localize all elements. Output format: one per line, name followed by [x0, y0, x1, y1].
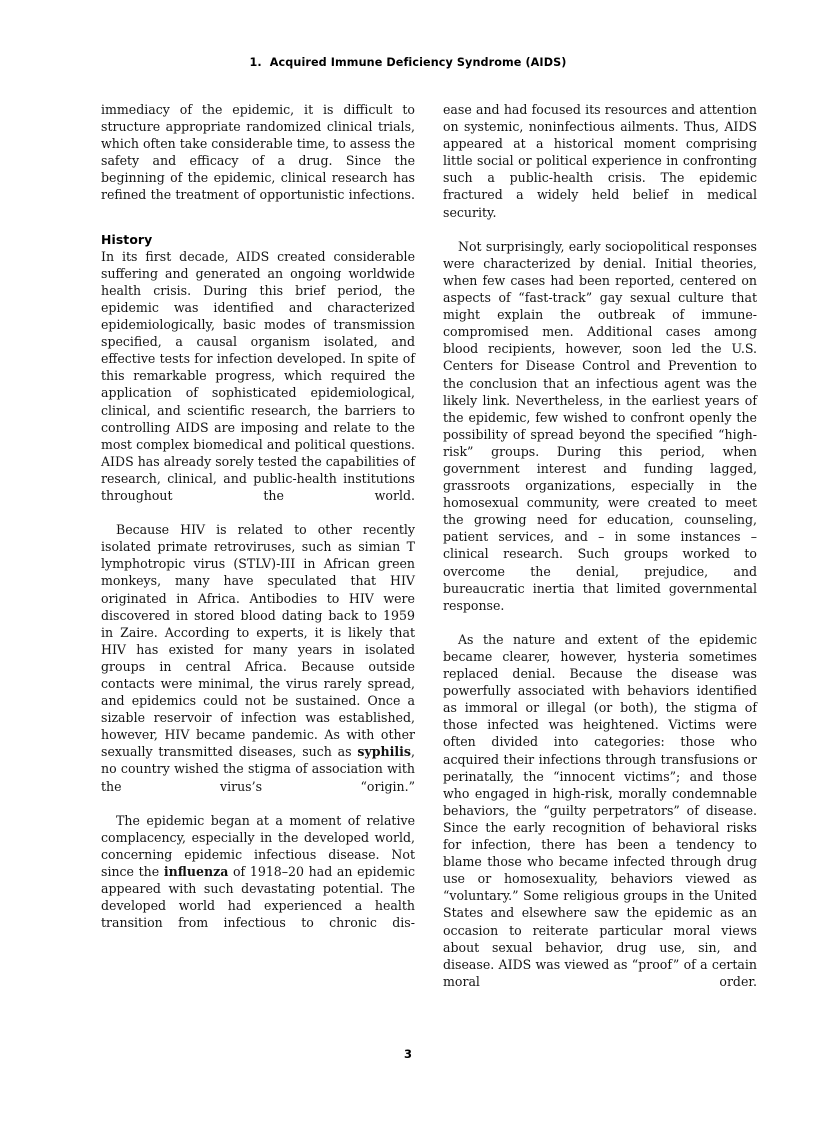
- paragraph-continued-from-previous-page: immediacy of the epidemic, it is difficult to structure appropriate randomized clinical trials, which often take considerable time, to assess the safety and efficacy of a drug. Since the beginning of the epidemic, clinical research has refined the treatment of opportunistic infections.: [101, 102, 415, 203]
- paragraph-hiv-origins: [101, 521, 415, 812]
- running-head: [100, 56, 716, 69]
- paragraph-complacency: [101, 812, 415, 949]
- bold-term-syphilis: syphilis: [357, 744, 411, 760]
- paragraph-hysteria-and-stigma: As the nature and extent of the epidemic became clearer, however, hysteria sometimes replaced denial. Because the disease was powerfully associated with behaviors identified as immoral or illegal (or both), the stigma of those infected was heightened. Victims were often divided into categories: those who acquired their infections through transfusions or perinatally, the “innocent victims”; and those who engaged in high-risk, morally condemnable behaviors, the “guilty perpetrators” of disease. Since the early recognition of behavioral risks for infection, there has been a tendency to blame those who became infected through drug use or homosexuality, behaviors viewed as “voluntary.” Some religious groups in the United States and elsewhere saw the epidemic as an occasion to reiterate particular moral views about sexual behavior, drug use, sin, and disease. AIDS was viewed as “proof” of a certain moral order.: [443, 631, 757, 989]
- right-column: [443, 101, 757, 1031]
- paragraph-complacency-text-after-term: of 1918–20 had an epidemic appeared with such devastating potential. The developed world had experienced a health transition from infectious to chronic dis-: [101, 864, 415, 931]
- section-heading-history: History: [101, 231, 153, 247]
- paragraph-complacency-text-before-term: The epidemic began at a moment of relative complacency, especially in the developed world, concerning epidemic infectious disease. Not since the: [101, 812, 415, 880]
- running-head-chapter-title: Acquired Immune Deficiency Syndrome (AIDS): [269, 56, 567, 69]
- paragraph-hiv-origins-text-before-term: Because HIV is related to other recently isolated primate retroviruses, such as simian T lymphotropic virus (STLV)-III in African green monkeys, many have speculated that HIV originated in Africa. Antibodies to HIV were discovered in stored blood dating back to 1959 in Zaire. According to experts, it is likely that HIV has existed for many years in isolated groups in central Africa. Because outside contacts were minimal, the virus rarely spread, and epidemics could not be sustained. Once a sizable reservoir of infection was established, however, HIV became pandemic. As with other sexually transmitted diseases, such as: [101, 522, 415, 760]
- running-head-chapter-number: 1.: [249, 56, 262, 69]
- page-number: 3: [403, 1047, 412, 1061]
- paragraph-hiv-origins-text-after-term: , no country wished the stigma of association with the virus’s “origin.”: [101, 744, 415, 794]
- left-column: [101, 101, 415, 1031]
- paragraph-history-first-decade: In its first decade, AIDS created considerable suffering and generated an ongoing worldwide health crisis. During this brief period, the epidemic was identified and characterized epidemiologically, basic modes of transmission specified, a causal organism isolated, and effective tests for infection developed. In spite of this remarkable progress, which required the application of sophisticated epidemiological, clinical, and scientific research, the barriers to controlling AIDS are imposing and relate to the most complex biomedical and political questions. AIDS has already sorely tested the capabilities of research, clinical, and public-health institutions throughout the world.: [101, 248, 415, 503]
- paragraph-historical-moment: ease and had focused its resources and attention on systemic, noninfectious ailments. Thus, AIDS appeared at a historical moment comprising little social or political experience in confronting such a public-health crisis. The epidemic fractured a widely held belief in medical security.: [443, 102, 757, 220]
- bold-term-influenza: influenza: [163, 864, 229, 880]
- two-column-body: [101, 101, 757, 1031]
- paragraph-sociopolitical-responses: Not surprisingly, early sociopolitical responses were characterized by denial. Initial theories, when few cases had been reported, centered on aspects of “fast-track” gay sexual culture that might explain the outbreak of immune-compromised men. Additional cases among blood recipients, however, soon led the U.S. Centers for Disease Control and Prevention to the conclusion that an infectious agent was the likely link. Nevertheless, in the earliest years of the epidemic, few wished to confront openly the possibility of spread beyond the specified “high-risk” groups. During this period, when government interest and funding lagged, grassroots organizations, especially in the homosexual community, were created to meet the growing need for education, counseling, patient services, and – in some instances – clinical research. Such groups worked to overcome the denial, prejudice, and bureaucratic inertia that limited governmental response.: [443, 238, 757, 613]
